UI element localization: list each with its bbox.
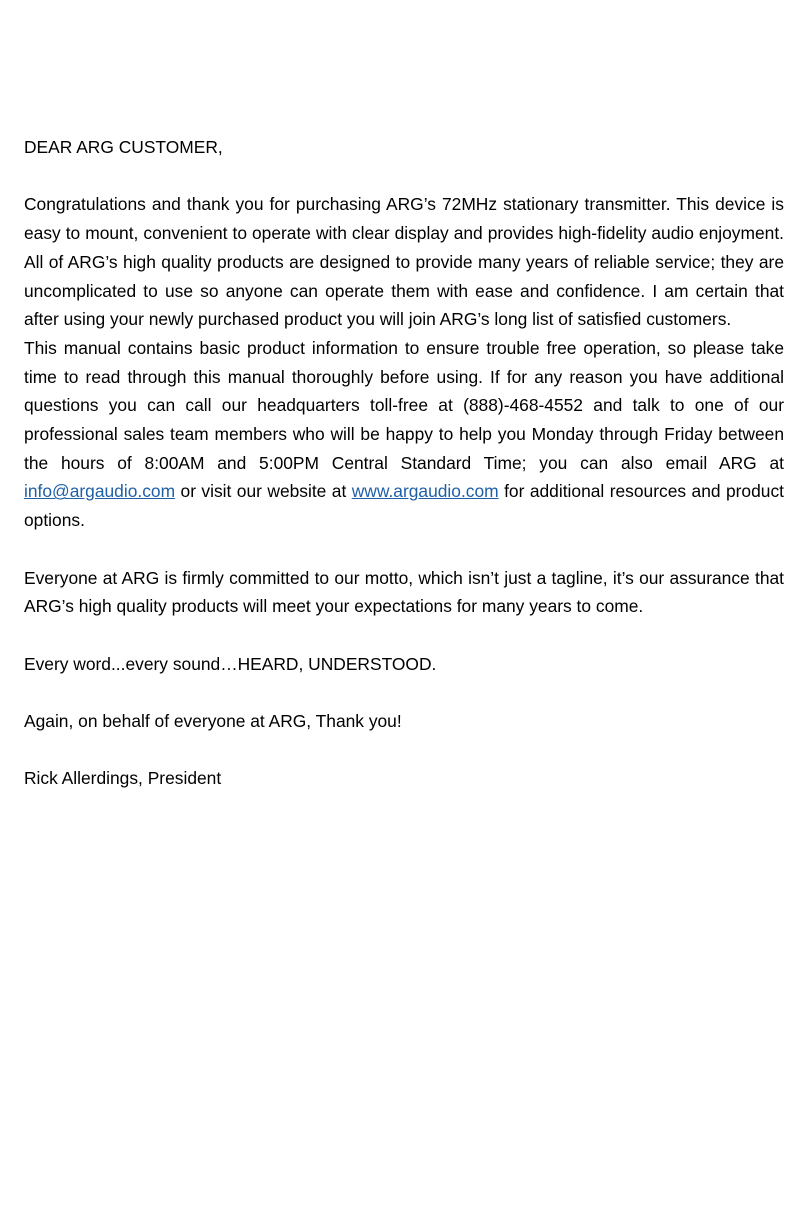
spacer (24, 535, 784, 564)
spacer (24, 736, 784, 765)
spacer (24, 162, 784, 191)
website-link[interactable]: www.argaudio.com (351, 481, 499, 502)
paragraph-commitment: Everyone at ARG is firmly committed to our motto, which isn’t just a tagline, it’s our assurance that ARG’s high quality products will meet your expectations for many years to come. (24, 567, 784, 617)
email-link[interactable]: info@argaudio.com (24, 481, 176, 502)
contact-text-before: This manual contains basic product information to ensure trouble free operation, so please take time to read through this manual thoroughly before using. If for any reason you have additional questions you can call our headquarters toll-free at (888)-468-4552 and talk to one of our professional sales team members who will be happy to help you Monday through Friday between the hours of 8:00AM and 5:00PM Central Standard Time; you can also email ARG at (24, 337, 784, 473)
spacer (24, 621, 784, 650)
paragraph-contact (24, 334, 784, 535)
motto: Every word...every sound…HEARD, UNDERSTOOD. (24, 653, 437, 674)
contact-text-after: for additional resources and product options. (24, 481, 784, 531)
salutation: DEAR ARG CUSTOMER, (24, 137, 223, 157)
paragraph-intro: Congratulations and thank you for purchasing ARG’s 72MHz stationary transmitter. This device is easy to mount, convenient to operate with clear display and provides high-fidelity audio enjoyment. All of ARG’s high quality products are designed to provide many years of reliable service; they are uncomplicated to use so anyone can operate them with ease and confidence. I am certain that after using your newly purchased product you will join ARG’s long list of satisfied customers. (24, 194, 784, 330)
signature: Rick Allerdings, President (24, 768, 222, 789)
contact-text-between: or visit our website at (175, 481, 352, 502)
spacer (24, 678, 784, 707)
thanks-line: Again, on behalf of everyone at ARG, Thank you! (24, 711, 402, 731)
letter-body (24, 133, 784, 793)
